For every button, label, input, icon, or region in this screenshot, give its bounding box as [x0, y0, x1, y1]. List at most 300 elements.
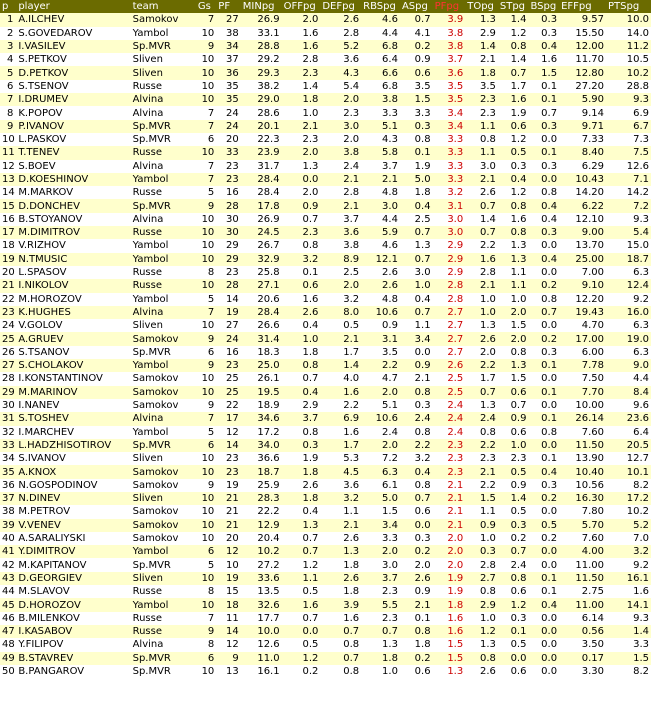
cell-effpg: 9.71 [559, 120, 606, 133]
cell-defpg: 1.6 [320, 386, 361, 399]
cell-defpg: 4.5 [320, 465, 361, 478]
cell-gs: 7 [196, 106, 216, 119]
cell-p: 20 [2, 267, 15, 279]
cell-p: 36 [2, 479, 15, 491]
cell-rbspg: 2.3 [361, 612, 400, 625]
cell-pfpg: 1.5 [433, 652, 466, 665]
cell-offpg: 0.5 [282, 585, 321, 598]
cell-rbspg: 10.6 [361, 412, 400, 425]
cell-rbspg: 5.8 [361, 146, 400, 159]
cell-pfpg: 2.8 [433, 293, 466, 306]
cell-effpg: 0.17 [559, 652, 606, 665]
cell-ptspg: 9.0 [606, 359, 651, 372]
cell-pf: 19 [216, 479, 240, 492]
cell-player[interactable]: D.DONCHEV [16, 199, 130, 212]
cell-topg: 0.8 [465, 426, 498, 439]
cell-player[interactable]: N.DINEV [16, 492, 130, 505]
column-header-p[interactable]: p [0, 0, 16, 13]
cell-topg: 2.2 [465, 359, 498, 372]
cell-team: Russe [131, 80, 196, 93]
cell-topg: 2.1 [465, 53, 498, 66]
cell-gs: 5 [196, 426, 216, 439]
cell-effpg: 12.00 [559, 40, 606, 53]
cell-effpg: 10.40 [559, 465, 606, 478]
cell-player[interactable]: Y.DIMITROV [16, 545, 130, 558]
cell-pfpg: 3.9 [433, 13, 466, 26]
cell-stpg: 0.2 [498, 532, 529, 545]
cell-p: 10 [2, 134, 15, 146]
cell-pfpg: 3.3 [433, 133, 466, 146]
cell-p: 37 [2, 493, 15, 505]
cell-player[interactable]: D.PETKOV [16, 66, 130, 79]
cell-rbspg: 4.8 [361, 186, 400, 199]
table-row [0, 13, 651, 26]
cell-gs: 10 [196, 372, 216, 385]
cell-minpg: 17.7 [241, 612, 282, 625]
cell-pfpg: 2.0 [433, 545, 466, 558]
cell-offpg: 2.6 [282, 479, 321, 492]
cell-p: 5 [0, 66, 16, 79]
cell-player[interactable]: T.TENEV [16, 146, 130, 159]
cell-team: Sp.MVR [131, 199, 196, 212]
cell-effpg: 5.90 [559, 93, 606, 106]
cell-topg: 2.9 [465, 27, 498, 40]
cell-team: Samokov [131, 505, 196, 518]
cell-p: 18 [2, 240, 15, 252]
table-row [0, 160, 651, 173]
table-row [0, 399, 651, 412]
cell-rbspg: 3.7 [361, 160, 400, 173]
table-row [0, 146, 651, 159]
cell-topg: 0.7 [465, 199, 498, 212]
cell-player[interactable]: L.PASKOV [16, 133, 130, 146]
cell-pf: 35 [216, 93, 240, 106]
cell-offpg: 0.4 [282, 319, 321, 332]
cell-defpg: 2.0 [320, 93, 361, 106]
table-row [0, 27, 651, 40]
cell-minpg: 36.6 [241, 452, 282, 465]
cell-pfpg: 3.4 [433, 106, 466, 119]
cell-defpg: 1.8 [320, 558, 361, 571]
cell-ptspg: 5.4 [606, 226, 651, 239]
cell-minpg: 13.5 [241, 585, 282, 598]
cell-effpg: 6.22 [559, 199, 606, 212]
cell-bspg: 0.2 [528, 532, 559, 545]
cell-player[interactable]: L.HADZHISOTIROV [16, 439, 130, 452]
cell-stpg: 0.8 [498, 40, 529, 53]
cell-team: Russe [131, 585, 196, 598]
cell-ptspg: 5.2 [606, 519, 651, 532]
cell-rbspg: 5.1 [361, 120, 400, 133]
cell-ptspg: 4.4 [606, 372, 651, 385]
cell-ptspg: 12.6 [606, 160, 651, 173]
column-header-ptspg[interactable]: PTSpg [606, 0, 651, 13]
cell-player[interactable]: S.PETKOV [16, 53, 130, 66]
cell-offpg: 0.7 [282, 532, 321, 545]
cell-team: Alvina [131, 306, 196, 319]
cell-gs: 5 [196, 186, 216, 199]
cell-stpg: 0.5 [498, 465, 529, 478]
column-header-defpg[interactable]: DEFpg [320, 0, 361, 13]
cell-topg: 2.2 [465, 479, 498, 492]
cell-gs: 10 [196, 226, 216, 239]
cell-bspg: 0.3 [528, 27, 559, 40]
cell-player[interactable]: I.KONSTANTINOV [16, 372, 130, 385]
cell-stpg: 1.6 [498, 93, 529, 106]
cell-minpg: 27.1 [241, 279, 282, 292]
column-header-topg[interactable]: TOpg [465, 0, 498, 13]
cell-p: 13 [2, 174, 15, 185]
cell-minpg: 18.9 [241, 399, 282, 412]
cell-player[interactable]: P.IVANOV [16, 120, 130, 133]
cell-player[interactable]: K.POPOV [16, 106, 130, 119]
cell-gs: 10 [196, 66, 216, 79]
cell-team: Yambol [131, 598, 196, 611]
cell-player[interactable]: V.RIZHOV [16, 239, 130, 252]
cell-gs: 9 [196, 399, 216, 412]
cell-gs: 10 [196, 319, 216, 332]
cell-pfpg: 2.0 [433, 532, 466, 545]
column-header-stpg[interactable]: STpg [498, 0, 529, 13]
cell-stpg: 1.9 [498, 106, 529, 119]
cell-player[interactable]: I.NANEV [16, 399, 130, 412]
cell-player[interactable]: Y.FILIPOV [16, 638, 130, 651]
cell-player[interactable]: D.GEORGIEV [16, 572, 130, 585]
cell-stpg: 0.9 [498, 412, 529, 425]
cell-offpg: 2.3 [282, 226, 321, 239]
cell-minpg: 28.4 [241, 173, 282, 186]
column-header-pfpg[interactable]: PFpg [433, 0, 466, 13]
cell-aspg: 5.0 [400, 173, 433, 186]
cell-gs: 10 [196, 532, 216, 545]
cell-player[interactable]: M.MARINOV [16, 386, 130, 399]
cell-gs: 10 [196, 146, 216, 159]
cell-stpg: 1.2 [498, 133, 529, 146]
cell-stpg: 1.3 [498, 253, 529, 266]
cell-effpg: 7.33 [559, 133, 606, 146]
cell-p: 26 [2, 346, 15, 358]
column-header-gs[interactable]: Gs [196, 0, 216, 13]
cell-minpg: 28.8 [241, 40, 282, 53]
cell-bspg: 0.0 [528, 652, 559, 665]
cell-effpg: 7.60 [559, 532, 606, 545]
cell-offpg: 1.8 [282, 465, 321, 478]
cell-topg: 1.4 [465, 40, 498, 53]
cell-rbspg: 5.0 [361, 492, 400, 505]
cell-topg: 2.0 [465, 346, 498, 359]
cell-gs: 10 [196, 93, 216, 106]
cell-aspg: 2.4 [400, 412, 433, 425]
cell-p: 49 [2, 652, 15, 664]
cell-offpg: 1.3 [282, 519, 321, 532]
cell-minpg: 26.9 [241, 213, 282, 226]
table-row [0, 93, 651, 106]
cell-minpg: 25.0 [241, 359, 282, 372]
cell-team: Russe [131, 612, 196, 625]
cell-offpg: 2.9 [282, 399, 321, 412]
cell-defpg: 2.1 [320, 199, 361, 212]
cell-ptspg: 10.0 [606, 13, 651, 26]
cell-player[interactable]: V.GOLOV [16, 319, 130, 332]
cell-minpg: 26.7 [241, 239, 282, 252]
cell-offpg: 3.7 [282, 412, 321, 425]
cell-gs: 7 [196, 412, 216, 425]
cell-aspg: 2.2 [400, 439, 433, 452]
cell-pfpg: 3.4 [433, 120, 466, 133]
column-header-team[interactable]: team [131, 0, 196, 13]
table-row [0, 638, 651, 651]
cell-rbspg: 2.0 [361, 545, 400, 558]
cell-pf: 10 [216, 558, 240, 571]
cell-player[interactable]: S.GOVEDAROV [16, 27, 130, 40]
cell-effpg: 13.70 [559, 239, 606, 252]
cell-offpg: 1.6 [282, 598, 321, 611]
table-row [0, 532, 651, 545]
cell-minpg: 32.6 [241, 598, 282, 611]
cell-stpg: 1.2 [498, 186, 529, 199]
cell-player[interactable]: N.GOSPODINOV [16, 479, 130, 492]
cell-topg: 0.8 [465, 585, 498, 598]
cell-stpg: 2.0 [498, 332, 529, 345]
cell-defpg: 1.7 [320, 439, 361, 452]
cell-aspg: 0.7 [400, 13, 433, 26]
column-header-bspg[interactable]: BSpg [528, 0, 559, 13]
cell-pfpg: 2.1 [433, 519, 466, 532]
cell-player[interactable]: M.PETROV [16, 505, 130, 518]
cell-rbspg: 2.4 [361, 426, 400, 439]
cell-rbspg: 4.7 [361, 372, 400, 385]
cell-minpg: 28.3 [241, 492, 282, 505]
cell-pfpg: 3.3 [433, 146, 466, 159]
cell-ptspg: 12.4 [606, 279, 651, 292]
cell-pf: 14 [216, 293, 240, 306]
cell-player[interactable]: M.HOROZOV [16, 293, 130, 306]
cell-player[interactable]: A.SARALIYSKI [16, 532, 130, 545]
cell-ptspg: 23.6 [606, 412, 651, 425]
cell-bspg: 0.1 [528, 572, 559, 585]
cell-minpg: 29.2 [241, 53, 282, 66]
cell-p: 25 [2, 333, 15, 345]
cell-ptspg: 10.1 [606, 465, 651, 478]
cell-player[interactable]: S.CHOLAKOV [16, 359, 130, 372]
cell-player[interactable]: S.TSANOV [16, 346, 130, 359]
column-header-rbspg[interactable]: RBSpg [361, 0, 400, 13]
cell-pf: 21 [216, 519, 240, 532]
cell-player[interactable]: A.GRUEV [16, 332, 130, 345]
cell-player[interactable]: N.TMUSIC [16, 253, 130, 266]
table-row [0, 612, 651, 625]
cell-offpg: 2.8 [282, 53, 321, 66]
cell-player[interactable]: I.MARCHEV [16, 426, 130, 439]
cell-p: 45 [2, 599, 15, 611]
table-row [0, 253, 651, 266]
cell-aspg: 1.8 [400, 186, 433, 199]
cell-pfpg: 3.7 [433, 53, 466, 66]
cell-bspg: 0.0 [528, 399, 559, 412]
column-header-pf[interactable]: PF [216, 0, 240, 13]
cell-aspg: 0.7 [400, 253, 433, 266]
cell-p: 7 [0, 93, 16, 106]
cell-gs: 9 [196, 332, 216, 345]
cell-team: Russe [131, 279, 196, 292]
cell-stpg: 1.0 [498, 293, 529, 306]
cell-player[interactable]: S.BOEV [16, 160, 130, 173]
cell-defpg: 0.5 [320, 319, 361, 332]
cell-team: Yambol [131, 359, 196, 372]
cell-player[interactable]: B.STOYANOV [16, 213, 130, 226]
cell-aspg: 0.3 [400, 532, 433, 545]
cell-effpg: 11.00 [559, 558, 606, 571]
cell-defpg: 1.8 [320, 585, 361, 598]
cell-player[interactable]: S.TSENOV [16, 80, 130, 93]
cell-bspg: 0.4 [528, 465, 559, 478]
cell-topg: 2.9 [465, 598, 498, 611]
cell-pf: 19 [216, 306, 240, 319]
cell-aspg: 0.7 [400, 226, 433, 239]
column-header-offpg[interactable]: OFFpg [282, 0, 321, 13]
cell-bspg: 0.7 [528, 106, 559, 119]
cell-ptspg: 9.3 [606, 612, 651, 625]
cell-gs: 7 [196, 173, 216, 186]
cell-rbspg: 6.3 [361, 465, 400, 478]
cell-offpg: 1.9 [282, 452, 321, 465]
cell-stpg: 0.3 [498, 160, 529, 173]
cell-defpg: 8.0 [320, 306, 361, 319]
cell-player[interactable]: D.HOROZOV [16, 598, 130, 611]
cell-pfpg: 3.0 [433, 226, 466, 239]
table-row [0, 293, 651, 306]
cell-bspg: 0.0 [528, 625, 559, 638]
cell-player[interactable]: K.HUGHES [16, 306, 130, 319]
cell-player[interactable]: I.DRUMEV [16, 93, 130, 106]
cell-ptspg: 3.2 [606, 545, 651, 558]
cell-ptspg: 7.2 [606, 199, 651, 212]
cell-pf: 17 [216, 412, 240, 425]
cell-stpg: 2.4 [498, 558, 529, 571]
cell-topg: 0.7 [465, 226, 498, 239]
cell-pf: 19 [216, 572, 240, 585]
cell-offpg: 2.0 [282, 13, 321, 26]
cell-player[interactable]: B.MILENKOV [16, 612, 130, 625]
column-header-minpg[interactable]: MINpg [241, 0, 282, 13]
cell-aspg: 0.7 [400, 306, 433, 319]
cell-ptspg: 6.4 [606, 426, 651, 439]
cell-ptspg: 17.2 [606, 492, 651, 505]
cell-effpg: 7.78 [559, 359, 606, 372]
table-row [0, 665, 651, 678]
cell-pf: 24 [216, 332, 240, 345]
cell-player[interactable]: V.VENEV [16, 519, 130, 532]
cell-gs: 7 [196, 306, 216, 319]
cell-topg: 2.1 [465, 465, 498, 478]
cell-defpg: 1.1 [320, 505, 361, 518]
table-row [0, 40, 651, 53]
cell-player[interactable]: M.KAPITANOV [16, 558, 130, 571]
cell-aspg: 2.1 [400, 372, 433, 385]
cell-pf: 12 [216, 426, 240, 439]
cell-pf: 23 [216, 359, 240, 372]
cell-gs: 10 [196, 665, 216, 678]
cell-p: 44 [2, 586, 15, 598]
cell-rbspg: 2.0 [361, 386, 400, 399]
cell-aspg: 0.1 [400, 146, 433, 159]
cell-gs: 10 [196, 239, 216, 252]
cell-offpg: 0.0 [282, 625, 321, 638]
cell-player[interactable]: S.IVANOV [16, 452, 130, 465]
cell-player[interactable]: D.KOESHINOV [16, 173, 130, 186]
cell-player[interactable]: I.NIKOLOV [16, 279, 130, 292]
cell-gs: 9 [196, 40, 216, 53]
column-header-player[interactable]: player [16, 0, 130, 13]
cell-player[interactable]: A.ILCHEV [16, 13, 130, 26]
cell-team: Russe [131, 226, 196, 239]
cell-effpg: 11.50 [559, 439, 606, 452]
cell-player[interactable]: A.KNOX [16, 465, 130, 478]
cell-offpg: 1.4 [282, 80, 321, 93]
cell-topg: 1.0 [465, 612, 498, 625]
cell-pf: 25 [216, 372, 240, 385]
cell-bspg: 0.0 [528, 372, 559, 385]
cell-bspg: 0.1 [528, 452, 559, 465]
cell-bspg: 0.3 [528, 479, 559, 492]
cell-effpg: 3.50 [559, 638, 606, 651]
cell-player[interactable]: I.VASILEV [16, 40, 130, 53]
cell-player[interactable]: M.SLAVOV [16, 585, 130, 598]
table-row [0, 319, 651, 332]
table-row [0, 439, 651, 452]
cell-minpg: 11.0 [241, 652, 282, 665]
column-header-effpg[interactable]: EFFpg [559, 0, 606, 13]
cell-player[interactable]: B.PANGAROV [16, 665, 130, 678]
cell-pfpg: 2.4 [433, 412, 466, 425]
cell-ptspg: 10.5 [606, 53, 651, 66]
cell-aspg: 0.8 [400, 479, 433, 492]
cell-rbspg: 3.3 [361, 106, 400, 119]
cell-bspg: 1.5 [528, 66, 559, 79]
cell-offpg: 2.3 [282, 133, 321, 146]
cell-player[interactable]: B.STAVREV [16, 652, 130, 665]
cell-aspg: 1.5 [400, 93, 433, 106]
cell-stpg: 0.6 [498, 120, 529, 133]
cell-player[interactable]: I.KASABOV [16, 625, 130, 638]
table-row [0, 558, 651, 571]
cell-defpg: 2.5 [320, 266, 361, 279]
cell-pf: 16 [216, 186, 240, 199]
cell-bspg: 0.4 [528, 213, 559, 226]
cell-offpg: 0.7 [282, 213, 321, 226]
cell-bspg: 0.0 [528, 133, 559, 146]
cell-player[interactable]: L.SPASOV [16, 266, 130, 279]
cell-offpg: 0.3 [282, 439, 321, 452]
cell-bspg: 0.2 [528, 492, 559, 505]
cell-offpg: 1.2 [282, 652, 321, 665]
cell-ptspg: 15.0 [606, 239, 651, 252]
table-row [0, 372, 651, 385]
cell-gs: 10 [196, 505, 216, 518]
cell-stpg: 1.1 [498, 266, 529, 279]
cell-pf: 24 [216, 120, 240, 133]
cell-player[interactable]: M.MARKOV [16, 186, 130, 199]
cell-rbspg: 6.6 [361, 66, 400, 79]
cell-pfpg: 3.2 [433, 186, 466, 199]
cell-ptspg: 3.3 [606, 638, 651, 651]
cell-ptspg: 9.3 [606, 213, 651, 226]
cell-bspg: 0.3 [528, 226, 559, 239]
cell-offpg: 0.1 [282, 266, 321, 279]
cell-player[interactable]: M.DIMITROV [16, 226, 130, 239]
cell-player[interactable]: S.TOSHEV [16, 412, 130, 425]
column-header-aspg[interactable]: ASpg [400, 0, 433, 13]
